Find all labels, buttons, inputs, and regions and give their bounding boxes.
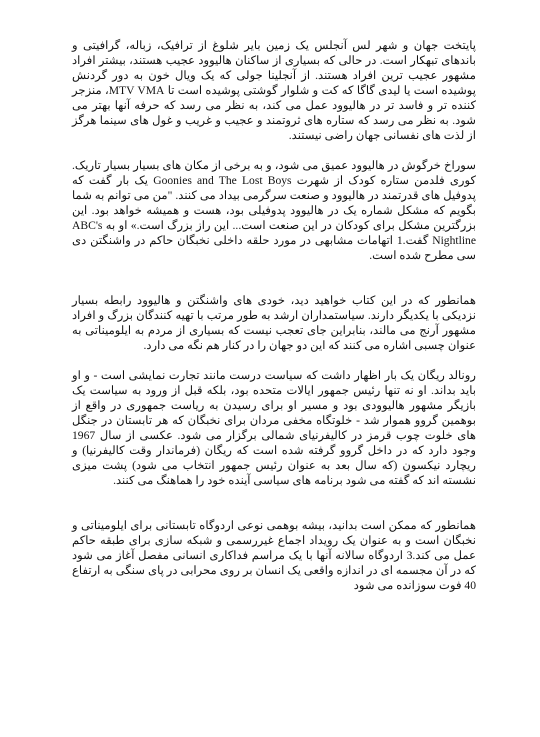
paragraph-spacer — [72, 143, 476, 158]
paragraph-1: پایتخت جهان و شهر لس آنجلس یک زمین بایر شلوغ از ترافیک، زباله، گرافیتی و باندهای تبهکار است. در حالی که بسیاری از ساکنان هالیوود عجیب هستند، بیشتر افراد مشهور عجیب ترین افراد هستند. از آنجلینا جولی که یک ویال خون به دور گردنش پوشیده است یا لیدی گاگا که کت و شلوار گوشتی پوشیده است تا MTV VMA، منزجر کننده تر و فاسد تر در هالیوود عمل می کند، به نظر می رسد که حرفه آنها بهتر می شود. به نظر می رسد که ستاره های ثروتمند و عجیب و غریب و غول های سینما هرگز از لذت های نفسانی جهان راضی نیستند. — [72, 39, 476, 142]
paragraph-5: همانطور که ممکن است بدانید، بیشه بوهمی نوعی اردوگاه تابستانی برای ایلومیناتی و نخبگان است و به عنوان یک رویداد اجماع غیررسمی و شبکه سازی برای طبقه حاکم عمل می کند.3 اردوگاه سالانه آنها با یک مراسم فداکاری انسانی مفصل آغاز می شود که در آن مجسمه ای در اندازه واقعی یک انسان بر روی محرابی در پای سنگی به ارتفاع 40 فوت سوزانده می شود — [72, 519, 476, 592]
paragraph-spacer — [72, 263, 476, 293]
paragraph-2: سوراخ خرگوش در هالیوود عمیق می شود، و به برخی از مکان های بسیار بسیار تاریک. کوری فلدمن ستاره کودک از شهرت Goonies and The Lost Boys یک بار گفت که پدوفیل های قدرتمند در هالیوود و صنعت سرگرمی بیداد می کنند. "من می توانم به شما بگویم که مشکل شماره یک در هالیوود پدوفیلی بود، هست و همیشه خواهد بود. این بزرگترین مشکل برای کودکان در این صنعت است... این راز بزرگ است.» او به ABC's Nightline گفت.1 اتهامات مشابهی در مورد حلقه داخلی نخبگان حاکم در واشنگتن دی سی مطرح شده است. — [72, 159, 477, 262]
paragraph-3: همانطور که در این کتاب خواهید دید، خودی های واشنگتن و هالیوود رابطه بسیار نزدیکی با یکدیگر دارند. سیاستمداران ارشد به طور مرتب با تهیه کنندگان بزرگ و افراد مشهور آرنج می مالند، بنابراین جای تعجب نیست که بسیاری از مردم به ایلومیناتی به عنوان چسبی اشاره می کنند که این دو جهان را در کنار هم نگه می دارد. — [72, 294, 476, 352]
document-page — [72, 38, 476, 593]
paragraph-spacer — [72, 353, 476, 368]
paragraph-4: رونالد ریگان یک بار اظهار داشت که سیاست درست مانند تجارت نمایشی است - و او باید بداند. او نه تنها رئیس جمهور ایالات متحده بود، بلکه قبل از ورود به سیاست یک بازیگر مشهور هالیوودی بود و مسیر او برای رسیدن به ریاست جمهوری در واقع از بوهمین گروو هموار شد - خلوتگاه مخفی مردان برای نخبگان که هر تابستان در جنگل های خلوت چوب قرمز در کالیفرنیای شمالی برگزار می شود. عکسی از سال 1967 وجود دارد که در داخل گروو گرفته شده است که ریگان (فرماندار وقت کالیفرنیا) و ریچارد نیکسون (که سال بعد به عنوان رئیس جمهور انتخاب می شود) پشت میزی نشسته اند که گفته می شود برنامه های سیاسی آینده خود را هماهنگ می کنند. — [72, 369, 476, 487]
paragraph-spacer — [72, 488, 476, 518]
